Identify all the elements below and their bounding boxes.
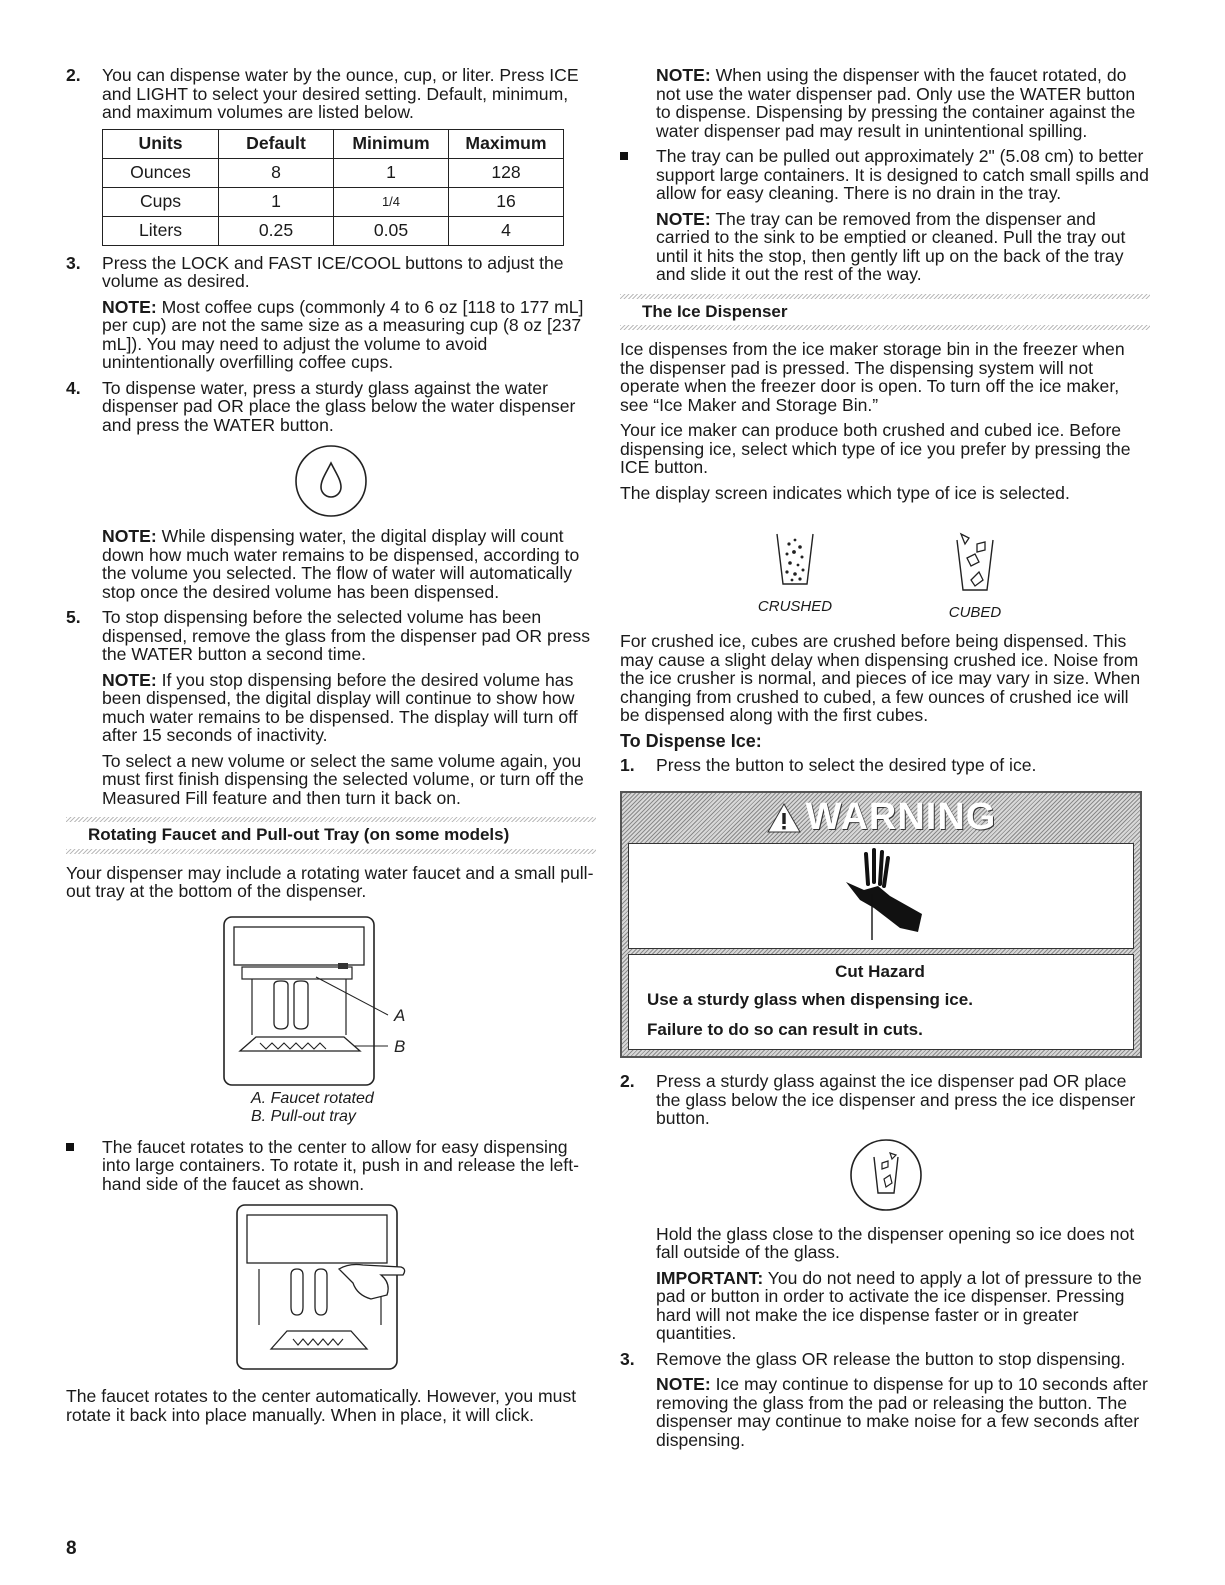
crushed-ice-icon xyxy=(773,530,817,588)
note-label: NOTE: xyxy=(656,65,711,85)
note-text: The tray can be removed from the dispenser and carried to the sink to be emptied or cleaned. Pull the tray out until it hits the stop, then gently lift up on the back of the tray and slide it out the rest of the way. xyxy=(656,208,1126,284)
table-cell: 1 xyxy=(219,187,334,216)
right-column xyxy=(620,66,1150,1456)
step-5 xyxy=(66,608,596,807)
warning-word: WARNING xyxy=(805,796,997,839)
section-heading: The Ice Dispenser xyxy=(620,294,1150,331)
paragraph: Your ice maker can produce both crushed and cubed ice. Before dispensing ice, select which type of ice you prefer by pressing the ICE button. xyxy=(620,420,1131,477)
closing-paragraph: The faucet rotates to the center automatically. However, you must rotate it back into place manually. When in place, it will click. xyxy=(66,1386,577,1425)
fraction: 1/4 xyxy=(381,194,401,210)
bullet-tray xyxy=(620,147,1150,284)
step-2-details xyxy=(620,1225,1150,1343)
note xyxy=(102,298,596,372)
important-note xyxy=(656,1269,1150,1343)
cubed-ice-figure xyxy=(905,530,1045,622)
ice-step-2 xyxy=(620,1072,1150,1128)
table-row xyxy=(103,216,564,245)
step-2 xyxy=(66,66,596,122)
note-label: NOTE: xyxy=(102,526,157,546)
note xyxy=(656,210,1150,284)
left-column xyxy=(66,66,596,1431)
warning-title xyxy=(622,793,1140,843)
table-cell: 128 xyxy=(449,158,564,187)
callout-a: A xyxy=(394,1005,406,1025)
section-intro: Your dispenser may include a rotating water faucet and a small pull-out tray at the bottom of the dispenser. xyxy=(66,862,594,901)
step-text: Press a sturdy glass against the ice dispenser pad OR place the glass below the ice dispenser and press the ice dispenser button. xyxy=(656,1071,1136,1128)
table-cell: Ounces xyxy=(103,158,219,187)
step-number: 2. xyxy=(66,65,81,85)
step-4 xyxy=(66,379,596,435)
step-number: 5. xyxy=(66,607,81,627)
column-header: Units xyxy=(103,129,219,158)
warning-box xyxy=(620,791,1142,1059)
step-text: Remove the glass OR release the button to stop dispensing. xyxy=(656,1348,1126,1369)
warning-text xyxy=(628,954,1134,1051)
bullet-text: The tray can be pulled out approximately 2" (5.08 cm) to better support large containers. It is designed to catch small spills and allow for easy cleaning. There is no drain in the tray. xyxy=(656,146,1149,203)
cut-hazard-pictogram xyxy=(628,843,1134,949)
important-label: IMPORTANT: xyxy=(656,1267,764,1288)
table-cell: 16 xyxy=(449,187,564,216)
table-header-row xyxy=(103,129,564,158)
table-cell: Liters xyxy=(103,216,219,245)
faucet-rotation-hand-illustration xyxy=(231,1203,431,1373)
column-header: Maximum xyxy=(449,129,564,158)
note-faucet xyxy=(620,66,1150,140)
section-heading: Rotating Faucet and Pull-out Tray (on some models) xyxy=(66,817,596,854)
step-text: To dispense water, press a sturdy glass against the water dispenser pad OR place the glass below the water dispenser and press the WATER button. xyxy=(102,377,576,435)
paragraph: Hold the glass close to the dispenser opening so ice does not fall outside of the glass. xyxy=(656,1223,1135,1262)
table-row xyxy=(103,158,564,187)
cubed-label: CUBED xyxy=(948,603,1002,621)
crushed-ice-figure xyxy=(725,530,865,622)
bullet-square-icon xyxy=(620,152,628,160)
figure-caption xyxy=(66,1090,596,1126)
bullet-square-icon xyxy=(66,1143,74,1151)
column-header: Minimum xyxy=(334,129,449,158)
note-text: While dispensing water, the digital display will count down how much water remains to be dispensed, according to the volume you selected. The flow of water will automatically stop once the desired volume has been dispensed. xyxy=(102,526,580,602)
ice-step-3 xyxy=(620,1350,1150,1450)
note-label: NOTE: xyxy=(656,208,711,229)
note-label: NOTE: xyxy=(656,1374,711,1394)
ice-type-icons xyxy=(620,530,1150,622)
note-text: Ice may continue to dispense for up to 10 seconds after removing the glass from the pad or releasing the button. The dispenser may continue to make noise for a few seconds after dispensing. xyxy=(656,1374,1148,1450)
table-cell: 1 xyxy=(334,158,449,187)
step-text: To stop dispensing before the selected volume has been dispensed, remove the glass from the dispenser pad OR press the WATER button a second time. xyxy=(102,607,590,664)
caption-b: B. Pull-out tray xyxy=(251,1107,356,1125)
table-row xyxy=(103,187,564,216)
step-text: Press the button to select the desired type of ice. xyxy=(656,755,1037,775)
cut-hand-icon xyxy=(826,844,936,944)
table-cell xyxy=(334,187,449,216)
table-cell: 0.05 xyxy=(334,216,449,245)
step-number: 2. xyxy=(620,1071,635,1091)
bullet-faucet xyxy=(66,1138,596,1194)
step-number: 4. xyxy=(66,377,81,398)
step-text: You can dispense water by the ounce, cup, or liter. Press ICE and LIGHT to select your desired setting. Default, minimum, and maximum volumes are listed below. xyxy=(102,65,579,122)
note-dispensing xyxy=(66,527,596,601)
column-header: Default xyxy=(219,129,334,158)
water-drop-icon xyxy=(291,441,371,521)
step-3 xyxy=(66,254,596,372)
warning-triangle-icon xyxy=(766,802,802,834)
table-cell: 4 xyxy=(449,216,564,245)
table-cell: Cups xyxy=(103,187,219,216)
note-label: NOTE: xyxy=(102,296,157,317)
note xyxy=(656,66,1150,140)
table-cell: 8 xyxy=(219,158,334,187)
page-number: 8 xyxy=(66,1538,77,1559)
paragraph: The display screen indicates which type of ice is selected. xyxy=(620,482,1070,503)
volume-table xyxy=(102,129,564,246)
bullet-text: The faucet rotates to the center to allow for easy dispensing into large containers. To rotate it, push in and release the left-hand side of the faucet as shown. xyxy=(102,1136,579,1194)
callout-b: B xyxy=(394,1036,406,1056)
crushed-label: CRUSHED xyxy=(757,597,833,615)
note xyxy=(102,527,596,601)
note xyxy=(656,1375,1150,1449)
step-text: Press the LOCK and FAST ICE/COOL buttons to adjust the volume as desired. xyxy=(102,252,564,291)
paragraph: Ice dispenses from the ice maker storage bin in the freezer when the dispenser pad is pressed. The dispensing system will not operate when the freezer door is open. To turn off the ice maker, see “Ice Maker and Storage Bin.” xyxy=(620,339,1125,415)
note-text: If you stop dispensing before the desired volume has been dispensed, the digital display will continue to show how much water remains to be dispensed. The display will turn off after 15 seconds of inactivity. xyxy=(102,669,578,745)
note-label: NOTE: xyxy=(102,669,157,690)
warning-line: Use a sturdy glass when dispensing ice. xyxy=(647,990,973,1009)
step-number: 3. xyxy=(620,1348,635,1369)
caption-a: A. Faucet rotated xyxy=(251,1089,374,1107)
paragraph: To select a new volume or select the same volume again, you must first finish dispensing the selected volume, or turn off the Measured Fill feature and then turn it back on. xyxy=(102,750,584,808)
dispense-ice-heading: To Dispense Ice: xyxy=(620,730,762,751)
note-text: When using the dispenser with the faucet rotated, do not use the water dispenser pad. Only use the WATER button to dispense. Dispensing by pressing the container against the water dispenser pad may result in unintentional spilling. xyxy=(656,65,1136,141)
cubed-ice-icon xyxy=(949,530,1001,594)
important-text: You do not need to apply a lot of pressure to the pad or button in order to activate the ice dispenser. Pressing hard will not make the ice dispense faster or in greater quantities. xyxy=(656,1267,1142,1343)
table-cell: 0.25 xyxy=(219,216,334,245)
hazard-name: Cut Hazard xyxy=(835,961,925,981)
ice-dispenser-button-icon xyxy=(846,1135,926,1215)
dispenser-faucet-tray-illustration xyxy=(216,915,446,1090)
note-text: Most coffee cups (commonly 4 to 6 oz [118 to 177 mL] per cup) are not the same size as a measuring cup (8 oz [237 mL]). You may need to adjust the volume to avoid unintentionally overfilling coffee cups. xyxy=(102,296,584,372)
step-number: 1. xyxy=(620,755,635,775)
paragraph: For crushed ice, cubes are crushed before being dispensed. This may cause a slight delay when dispensing crushed ice. Noise from the ice crusher is normal, and pieces of ice may vary in size. When changing from crushed to cubed, a few ounces of crushed ice will be dispensed along with the first cubes. xyxy=(620,631,1141,725)
ice-step-1 xyxy=(620,756,1150,775)
step-number: 3. xyxy=(66,252,81,273)
note xyxy=(102,671,596,745)
warning-line: Failure to do so can result in cuts. xyxy=(647,1019,923,1039)
